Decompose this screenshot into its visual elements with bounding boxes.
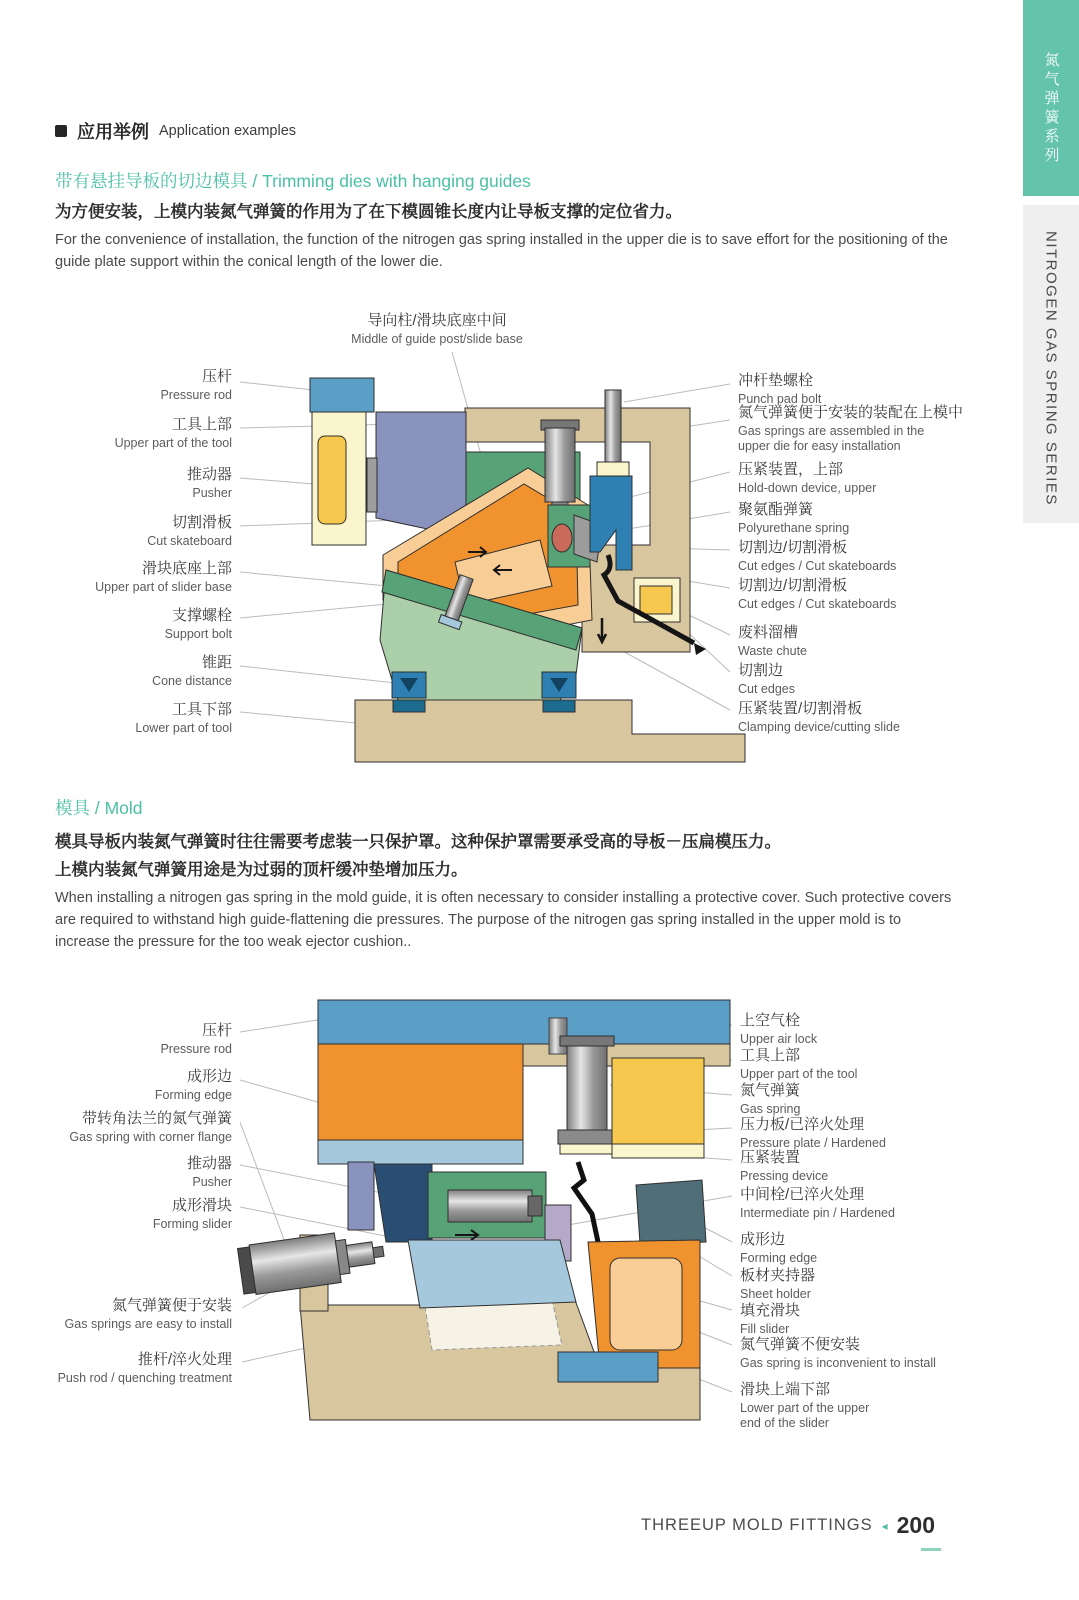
sidebar-series-zh: 氮气弹簧系列 [1042,52,1060,166]
sidebar-series-en: NITROGEN GAS SPRING SERIES [1042,231,1060,506]
frame-golden-insert [640,586,672,614]
d2-right-label-forming-edge: 成形边 Forming edge [740,1231,818,1265]
section2-desc-en: When installing a nitrogen gas spring in the mold guide, it is often necessary to consider installing a protective cover. Such protective covers are required to withstand high guide-flattening die pressures. The purpose of the nitrogen gas spring installed in the upper mold is to increase the pressure for the too weak ejector cushion.. [55,890,952,950]
d2-right-label-fill-slider: 填充滑块 Fill slider [740,1302,801,1336]
pusher-connector [367,458,377,512]
header-title-zh: 应用举例 [77,122,149,142]
d2-left-label-pusher: 推动器 Pusher [186,1155,232,1189]
d2-right-label-intermediate-pin: 中间栓/已淬火处理 Intermediate pin / Hardened [740,1186,895,1220]
d1-left-label-cut-skateboard: 切割滑板 Cut skateboard [147,514,232,548]
gas-spring-vertical [558,1036,616,1154]
d1-right-label-hold-down: 压紧装置，上部 Hold-down device, upper [738,461,877,495]
d1-right-label-polyurethane: 聚氨酯弹簧 Polyurethane spring [738,501,850,535]
d1-left-label-upper-tool: 工具上部 Upper part of the tool [114,416,232,450]
gas-spring-pocket [610,1258,682,1350]
d2-right-label-pressure-plate: 压力板/已淬火处理 Pressure plate / Hardened [740,1116,886,1150]
sidebar-series-gray [1023,205,1079,523]
upper-tool-core [318,436,346,524]
d1-right-label-cut-edges-3: 切割边 Cut edges [738,662,795,696]
d1-right-label-gas-springs-assembled: 氮气弹簧便于安装的装配在上模中 Gas springs are assembled in the upper die for easy installation [738,404,964,453]
d1-right-label-waste-chute: 废料溜槽 Waste chute [738,624,808,658]
section2-title: 模具 / Mold [55,798,143,818]
mid-blue-strip [318,1140,523,1164]
d2-right-label-pressing-device: 压紧装置 Pressing device [740,1149,829,1183]
pin-cap [528,1196,542,1216]
d1-top-label [307,312,567,347]
waste-chute-arrow [694,643,706,655]
d2-right-label-gas-spring: 氮气弹簧 Gas spring [740,1082,801,1116]
forming-edge-block [318,1044,523,1140]
pressing-device-strip [612,1144,704,1158]
pressure-plate-block [612,1058,704,1144]
d2-right-label-sheet-holder: 板材夹持器 Sheet holder [740,1267,816,1301]
d1-right-label-clamping-device: 压紧装置/切割滑板 Clamping device/cutting slide [738,700,900,734]
d1-right-label-punch-pad-bolt: 冲杆垫螺栓 Punch pad bolt [738,372,822,406]
slider-bottom-blue [558,1352,658,1382]
d2-left-label-corner-flange: 带转角法兰的氮气弹簧 Gas spring with corner flange [69,1110,232,1144]
d1-left-label-support-bolt: 支撑螺栓 Support bolt [164,607,232,641]
pusher-wedge [374,1164,432,1242]
d2-left-label-easy-install: 氮气弹簧便于安装 Gas springs are easy to install [64,1297,232,1331]
d1-top-label-zh: 导向柱/滑块底座中间 [367,312,507,329]
page-header [55,118,296,144]
d2-left-label-forming-slider: 成形滑块 Forming slider [152,1197,232,1231]
footer-brand: THREEUP MOLD FITTINGS [641,1516,873,1534]
pusher-shape [376,412,466,530]
d2-right-label-lower-part-slider: 滑块上端下部 Lower part of the upper end of the slider [740,1381,870,1430]
section1-title: 带有悬挂导板的切边模具 / Trimming dies with hanging guides [55,171,531,191]
forming-edge-line [574,1162,598,1242]
d1-left-label-slider-base: 滑块底座上部 Upper part of slider base [95,560,232,594]
section2-desc-zh1: 模具导板内装氮气弹簧时往往需要考虑装一只保护罩。这种保护罩需要承受高的导板－压扁模压力。 [55,833,781,851]
section2-desc-zh2: 上模内装氮气弹簧用途是为过弱的顶杆缓冲垫增加压力。 [55,861,468,879]
page-footer [641,1512,935,1539]
pusher-column [348,1162,374,1230]
square-bullet-icon [55,125,67,137]
d1-right-label-cut-edges-1: 切割边/切割滑板 Cut edges / Cut skateboards [738,539,897,573]
cone-distance-bolt-right [542,672,576,712]
footer-arrow-icon: ◂ [881,1518,888,1533]
forming-slider-blue [408,1240,576,1308]
d2-right-label-upper-tool: 工具上部 Upper part of the tool [740,1047,858,1081]
d1-left-label-pressure-rod: 压杆 Pressure rod [160,368,232,402]
d2-right-label-air-lock: 上空气栓 Upper air lock [740,1012,818,1046]
d2-left-label-forming-edge: 成形边 Forming edge [154,1068,232,1102]
header-title-en: Application examples [159,123,297,139]
polyurethane-spring-shape [552,524,572,552]
d1-left-label-lower-tool: 工具下部 Lower part of tool [135,701,232,735]
d1-right-label-cut-edges-2: 切割边/切割滑板 Cut edges / Cut skateboards [738,577,897,611]
d2-left-label-push-rod: 推杆/淬火处理 Push rod / quenching treatment [57,1351,232,1385]
section1-desc-en: For the convenience of installation, the function of the nitrogen gas spring installed in the upper die is to save effort for the positioning of the guide plate support within the conical length of the lower die. [55,232,948,270]
d2-left-label-pressure-rod: 压杆 Pressure rod [160,1022,232,1056]
cone-distance-bolt-left [392,672,426,712]
footer-page-number: 200 [896,1512,935,1538]
pressure-rod-shape [310,378,374,412]
pressure-rod-bar [318,1000,730,1044]
footer-page-number-underline [921,1548,941,1551]
section1-desc-zh: 为方便安装，上模内装氮气弹簧的作用为了在下模圆锥长度内让导板支撑的定位省力。 [55,203,682,221]
intermediate-pin-shape [448,1190,532,1222]
gas-spring-corner-flange [237,1227,387,1297]
d1-left-label-pusher: 推动器 Pusher [186,466,232,500]
d1-left-label-cone-distance: 锥距 Cone distance [152,654,232,688]
sidebar-series-teal [1023,0,1079,196]
d1-top-label-en: Middle of guide post/slide base [351,332,523,346]
dark-slate-block [636,1180,706,1244]
d2-right-label-inconvenient: 氮气弹簧不便安装 Gas spring is inconvenient to install [740,1336,936,1370]
